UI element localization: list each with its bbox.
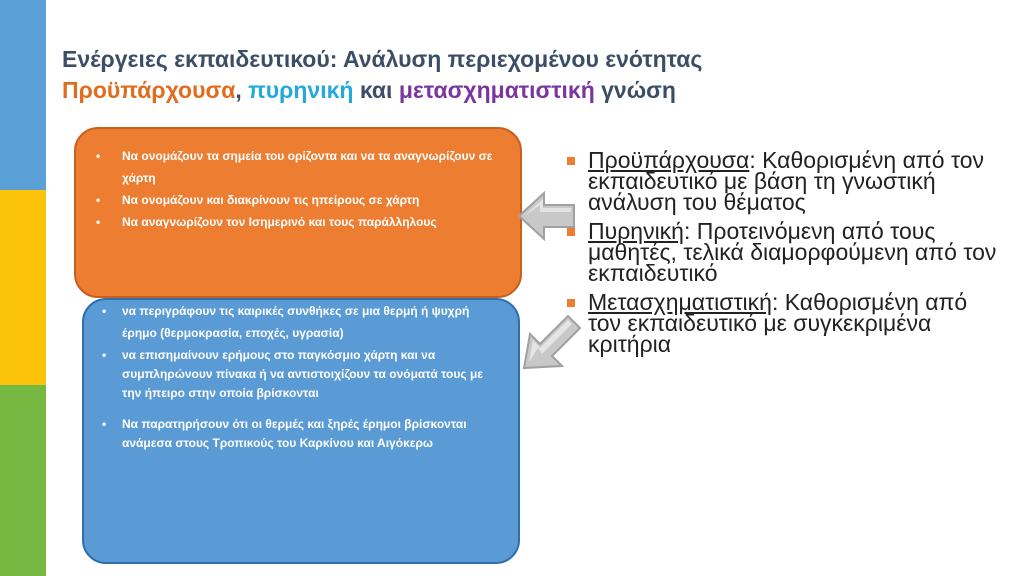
list-item: • Να ονομάζουν τα σημεία του ορίζοντα και να τα αναγνωρίζουν σε χάρτη xyxy=(76,145,520,189)
list-item: • να περιγράφουν τις καιρικές συνθήκες σε μια θερμή ή ψυχρή έρημο (θερμοκρασία, εποχές, υγρασία) xyxy=(84,300,518,344)
bullet-icon: • xyxy=(102,348,107,362)
list-item: • Να ονομάζουν και διακρίνουν τις ηπείρους σε χάρτη xyxy=(76,189,520,211)
bullet-icon: • xyxy=(96,193,101,207)
slide-title xyxy=(62,44,702,106)
side-bar-blue xyxy=(0,0,46,190)
list-item: Πυρηνική: Προτεινόμενη από τους μαθητές, τελικά διαμορφούμενη από τον εκπαιδευτικό xyxy=(567,221,997,284)
bullet-icon: • xyxy=(96,215,101,229)
list-item: • να επισημαίνουν ερήμους στο παγκόσμιο χάρτη και να συμπληρώνουν πίνακα ή να αντιστοιχίζουν τα ονόματά τους με την ήπειρο στην οποία βρίσκονται xyxy=(102,348,483,400)
bullet-icon: • xyxy=(96,149,101,163)
definitions-list xyxy=(567,147,997,363)
side-bar-yellow xyxy=(0,190,46,385)
side-bar-green xyxy=(0,385,46,576)
title-word-preexisting: Προϋπάρχουσα xyxy=(62,77,236,103)
title-word-core: πυρηνική xyxy=(248,77,354,103)
orange-square-bullet-icon xyxy=(567,299,575,307)
title-word-transformative: μετασχηματιστική xyxy=(398,77,595,103)
orange-square-bullet-icon xyxy=(567,157,575,165)
orange-content-box xyxy=(74,127,522,298)
list-item: Προϋπάρχουσα: Καθορισμένη από τον εκπαιδευτικό με βάση τη γνωστική ανάλυση του θέματος xyxy=(567,150,997,213)
bullet-icon: • xyxy=(102,304,107,318)
bullet-icon: • xyxy=(102,417,107,431)
title-separator: , xyxy=(235,77,249,103)
title-separator: και xyxy=(353,77,399,103)
list-item: Μετασχηματιστική: Καθορισμένη από τον εκπαιδευτικό με συγκεκριμένα κριτήρια xyxy=(567,292,997,355)
title-end: γνώση xyxy=(594,77,676,103)
list-item: • Να παρατηρήσουν ότι οι θερμές και ξηρές έρημοι βρίσκονται ανάμεσα στους Τροπικούς του Καρκίνου και Αιγόκερω xyxy=(102,417,467,450)
list-item: • Να αναγνωρίζουν τον Ισημερινό και τους παράλληλους xyxy=(76,211,520,233)
title-line-2 xyxy=(62,75,702,106)
blue-content-box xyxy=(82,298,520,564)
title-line-1: Ενέργειες εκπαιδευτικού: Ανάλυση περιεχομένου ενότητας xyxy=(62,46,703,72)
orange-square-bullet-icon xyxy=(567,228,575,236)
